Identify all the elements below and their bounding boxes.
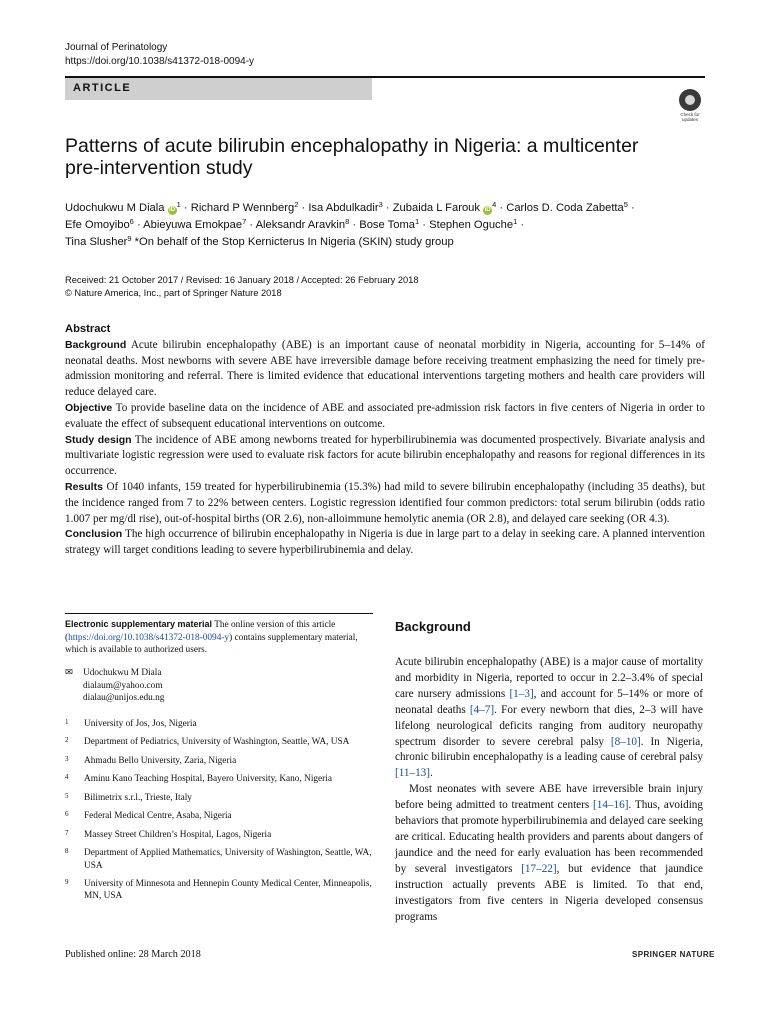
study-group: *On behalf of the Stop Kernicterus In Nigeria (SKIN) study group (134, 236, 454, 248)
abstract-section-text: To provide baseline data on the incidence of ABE and associated pre-admission risk factors in five centers of Nigeria in order to evaluate the effect of subsequent educational interventions on outcome. (65, 401, 705, 430)
background-heading: Background (395, 619, 471, 634)
correspondence-email-2[interactable]: dialau@unijos.edu.ng (83, 693, 165, 703)
orcid-icon[interactable]: iD (169, 207, 176, 213)
author-name: Isa Abdulkadir (308, 202, 379, 214)
article-type-label: ARTICLE (73, 82, 132, 94)
author-name: Udochukwu M Diala (65, 202, 165, 214)
esm-link[interactable]: https://doi.org/10.1038/s41372-018-0094-y (68, 632, 230, 643)
affiliation-text: Massey Street Children’s Hospital, Lagos, Nigeria (84, 829, 272, 840)
footnote-rule (65, 613, 373, 614)
affiliation-text: Ahmadu Bello University, Zaria, Nigeria (84, 755, 237, 766)
affiliation-number: 6 (65, 810, 69, 819)
author[interactable] (308, 202, 382, 214)
citation-link[interactable]: [14–16] (593, 799, 629, 812)
supplementary-material-note (65, 618, 373, 657)
journal-name: Journal of Perinatology (65, 42, 168, 53)
affiliation-number: 3 (65, 754, 69, 763)
abstract-section-label: Background (65, 338, 127, 351)
background-paragraph (395, 782, 703, 925)
check-for-updates-label: Check for updates (680, 112, 700, 122)
abstract-section-text: The high occurrence of bilirubin encephalopathy in Nigeria is due in large part to a delay in seeking care. A planned intervention strategy will target conditions leading to severe hyperbilirubinemia and delay. (65, 528, 705, 557)
author-name: Aleksandr Aravkin (255, 219, 346, 231)
affiliation-text: Federal Medical Centre, Asaba, Nigeria (84, 811, 232, 822)
citation-link[interactable]: [8–10] (610, 735, 641, 748)
abstract-section (65, 401, 705, 433)
affiliation-text: Department of Pediatrics, University of Washington, Seattle, WA, USA (84, 737, 350, 748)
abstract (65, 322, 705, 559)
published-date: Published online: 28 March 2018 (65, 949, 201, 960)
affiliation-item (65, 718, 373, 730)
check-for-updates-badge[interactable] (676, 89, 704, 123)
correspondence-text (83, 667, 303, 705)
affiliation-item (65, 829, 373, 841)
author-name: Richard P Wennberg (190, 202, 295, 214)
background-text: Most neonates with severe ABE have irreversible brain injury before being admitted to treatment centers (395, 783, 703, 812)
author-affiliation-mark: 9 (127, 234, 132, 243)
envelope-icon: ✉ (65, 668, 73, 678)
affiliation-number: 4 (65, 773, 69, 782)
affiliation-number: 1 (65, 718, 69, 726)
author-name: Carlos D. Coda Zabetta (506, 202, 624, 214)
abstract-heading: Abstract (65, 323, 111, 335)
author-list: Udochukwu M Diala $iD^1$ · Richard P Wennberg$^2$ · Isa Abdulkadir$^3$ · Zubaida L Farouk $iD^4$ · Carlos D. Coda Zabetta$^5$ · Efe Omoyibo$^6$ · Abieyuwa Emokpae$^7$ · Aleksandr Aravkin$^8$ · Bose Toma$^1$ · Stephen Oguche$^1$ · Tina Slusher$^9$ *On behalf of the Stop Kernicterus In Nigeria (SKIN) study group (65, 200, 635, 248)
author[interactable] (256, 219, 350, 231)
abstract-section-text: The incidence of ABE among newborns treated for hyperbilirubinemia was documented prospectively. Bivariate analysis and multivariate logistic regression were used to evaluate risk factors for acute bilirubin encephalopathy and reasons for regional differences in its occurrence. (65, 433, 705, 478)
author-name: Abieyuwa Emokpae (143, 219, 243, 231)
journal-header (65, 41, 254, 69)
author[interactable] (393, 202, 497, 214)
affiliation-item (65, 847, 373, 872)
affiliation-item (65, 773, 373, 785)
abstract-section-label: Objective (65, 401, 113, 414)
springer-nature-logo: SPRINGER NATURE (632, 950, 715, 959)
orcid-icon[interactable]: iD (484, 207, 491, 213)
abstract-section-label: Results (65, 480, 103, 493)
copyright-line: © Nature America, Inc., part of Springer Nature 2018 (65, 288, 282, 298)
affiliation-text: Aminu Kano Teaching Hospital, Bayero University, Kano, Nigeria (84, 774, 332, 785)
abstract-section (65, 433, 705, 480)
affiliation-item (65, 792, 373, 804)
affiliation-number: 7 (65, 828, 69, 837)
author-affiliation-mark: 1 (513, 217, 518, 226)
author-affiliation-mark: 8 (345, 217, 350, 226)
history-dates: Received: 21 October 2017 / Revised: 16 January 2018 / Accepted: 26 February 2018 (65, 275, 419, 285)
abstract-section-label: Study design (65, 433, 132, 446)
background-body (395, 655, 703, 925)
citation-link[interactable]: [11–13] (395, 767, 431, 780)
check-for-updates-icon (679, 89, 701, 111)
article-title: Patterns of acute bilirubin encephalopathy in Nigeria: a multicenter pre-intervention study (65, 135, 639, 179)
author-affiliation-mark: 4 (492, 200, 497, 209)
affiliation-text: Department of Applied Mathematics, University of Washington, Seattle, WA, USA (84, 848, 372, 871)
affiliation-item (65, 878, 373, 903)
affiliation-text: University of Minnesota and Hennepin County Medical Center, Minneapolis, MN, USA (84, 879, 372, 902)
affiliation-item (65, 755, 373, 767)
author-affiliation-mark: 5 (623, 200, 628, 209)
abstract-body (65, 338, 705, 559)
affiliation-text: University of Jos, Jos, Nigeria (84, 719, 197, 729)
citation-link[interactable]: [1–3] (509, 687, 534, 700)
author-name: Stephen Oguche (429, 219, 514, 231)
author[interactable] (429, 219, 517, 231)
author-affiliation-mark: 6 (129, 217, 134, 226)
author[interactable] (359, 219, 419, 231)
affiliation-number: 9 (65, 878, 69, 887)
author-name: Zubaida L Farouk (392, 202, 480, 214)
affiliation-list (65, 718, 373, 909)
correspondence-name: Udochukwu M Diala (83, 668, 162, 678)
correspondence-email-1[interactable]: dialaum@yahoo.com (83, 680, 163, 691)
abstract-section (65, 527, 705, 559)
author-name: Efe Omoyibo (65, 219, 130, 231)
background-paragraph (395, 655, 703, 782)
background-text: . For every newborn that dies, 2–3 will have lifelong neurological deficits ranging from auditory neuropathy spectrum disorder to severe cerebral palsy (395, 703, 703, 748)
background-text: . Thus, avoiding behaviors that promote hyperbilirubinemia and delayed care seeking are critical. Educating health providers and parents about dangers of jaundice and the need for early evaluation has been recommended by several investigators (395, 799, 703, 875)
abstract-section (65, 480, 705, 527)
author-name: Tina Slusher (65, 236, 128, 248)
background-text: . In Nigeria, chronic bilirubin encephalopathy is a leading cause of cerebral palsy (395, 735, 703, 764)
article-dates (65, 274, 419, 300)
esm-text-after: ) contains supplementary material, which is available to authorized users. (65, 632, 358, 655)
citation-link[interactable]: [4–7] (469, 703, 495, 716)
background-text: . (430, 767, 433, 780)
esm-text-before: The online version of this article ( (65, 620, 336, 643)
author[interactable] (65, 236, 132, 248)
abstract-section-text: Of 1040 infants, 159 treated for hyperbilirubinemia (15.3%) had mild to severe bilirubin encephalopathy (including 35 deaths), but the incidence ranged from 7 to 22% between centers. Logistic regression identified four common predictors: total serum bilirubin (odds ratio 1.007 per mg/dl rise), out-of-hospital births (OR 2.6), non-alloimmune hemolytic anemia (OR 2.8), and delayed care seeking (OR 4.3). (65, 480, 706, 525)
affiliation-item (65, 810, 373, 822)
author-affiliation-mark: 3 (378, 200, 383, 209)
author[interactable] (506, 202, 628, 214)
abstract-section-text: Acute bilirubin encephalopathy (ABE) is an important cause of neonatal morbidity in Nigeria, accounting for 5–14% of neonatal deaths. Most newborns with severe ABE have irreversible damage before receiving treatment emphasizing the need for timely pre-admission monitoring and referral. There is limited evidence that educational interventions targeting mothers and health care providers will reduce delayed care. (65, 338, 705, 399)
author[interactable] (65, 219, 134, 231)
affiliation-number: 5 (65, 791, 69, 800)
author-affiliation-mark: 1 (176, 200, 181, 209)
abstract-section (65, 338, 705, 401)
background-text: , and account for 5–14% or more of neonatal deaths (395, 687, 703, 716)
author-affiliation-mark: 7 (242, 217, 247, 226)
esm-label: Electronic supplementary material (65, 619, 213, 629)
affiliation-item (65, 736, 373, 748)
author-affiliation-mark: 1 (415, 217, 420, 226)
citation-link[interactable]: [17–22] (521, 862, 557, 875)
author-name: Bose Toma (359, 219, 415, 231)
background-text: Acute bilirubin encephalopathy (ABE) is a major cause of mortality and morbidity in Nigeria, reported to occur in 2.2–3.4% of special care nursery admissions (395, 656, 703, 700)
affiliation-text: Bilimetrix s.r.l., Trieste, Italy (84, 792, 192, 803)
author[interactable] (65, 202, 181, 214)
article-type-bar (65, 78, 372, 100)
journal-doi[interactable]: https://doi.org/10.1038/s41372-018-0094-y (65, 56, 255, 67)
author-affiliation-mark: 2 (294, 200, 299, 209)
affiliation-number: 2 (65, 736, 69, 745)
author[interactable] (143, 219, 246, 231)
abstract-section-label: Conclusion (65, 528, 123, 541)
author[interactable] (191, 202, 299, 214)
affiliation-number: 8 (65, 847, 69, 856)
background-text: , but evidence that jaundice instruction actually prevents ABE is limited. To that end, investigators from five centers in Nigeria developed consensus programs (395, 862, 703, 923)
